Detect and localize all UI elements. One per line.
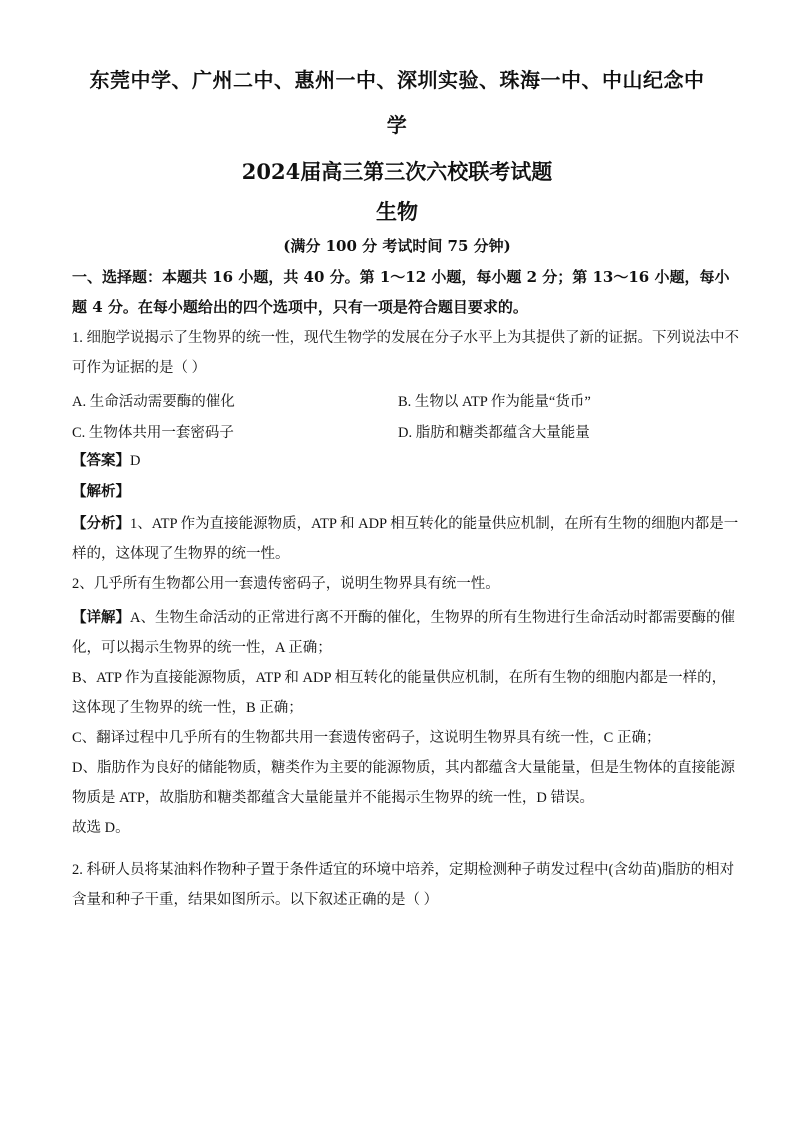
question-1-stem bbox=[72, 323, 739, 383]
fenxi-line2: 样的，这体现了生物界的统一性。 bbox=[72, 546, 290, 562]
detail-line1: 【详解】A、生物生命活动的正常进行离不开酶的催化，生物界的所有生物进行生命活动时都需要酶的催 bbox=[72, 610, 735, 626]
question-1-answer bbox=[72, 446, 724, 476]
answer-value: D bbox=[130, 453, 141, 469]
question-2-stem-line2: 含量和种子干重，结果如图所示。以下叙述正确的是（ ） bbox=[72, 892, 439, 908]
question-1-fenxi bbox=[72, 509, 739, 599]
exam-meta: (满分 100 分 考试时间 75 分钟) bbox=[283, 237, 511, 255]
question-2-stem-line1: 2. 科研人员将某油料作物种子置于条件适宜的环境中培养，定期检测种子萌发过程中(含幼苗)脂肪的相对 bbox=[72, 862, 735, 878]
fenxi-tag: 【分析】 bbox=[72, 516, 130, 532]
answer-tag: 【答案】 bbox=[72, 453, 130, 469]
question-2-stem bbox=[72, 855, 735, 915]
section-instructions bbox=[72, 262, 730, 322]
detail-line5: C、翻译过程中几乎所有的生物都共用一套遗传密码子，这说明生物界具有统一性，C 正确； bbox=[72, 730, 661, 746]
conclusion: 故选 D。 bbox=[72, 820, 130, 836]
detail-line4: 这体现了生物界的统一性，B 正确； bbox=[72, 700, 303, 716]
fenxi-line3: 2、几乎所有生物都公用一套遗传密码子，说明生物界具有统一性。 bbox=[72, 576, 500, 592]
school-names-line2: 学 bbox=[386, 113, 408, 137]
question-1-detail bbox=[72, 603, 735, 843]
detail-line2: 化，可以揭示生物界的统一性，A 正确； bbox=[72, 640, 332, 656]
question-1-option-a: A. 生命活动需要酶的催化 bbox=[72, 394, 235, 410]
section-instructions-line1: 一、选择题：本题共 16 小题，共 40 分。第 1～12 小题，每小题 2 分；第 13～16 小题，每小 bbox=[72, 268, 730, 286]
question-1-option-c: C. 生物体共用一套密码子 bbox=[72, 425, 234, 441]
detail-line6: D、脂肪作为良好的储能物质，糖类作为主要的能源物质，其内都蕴含大量能量，但是生物体的直接能源 bbox=[72, 760, 735, 776]
detail-line3: B、ATP 作为直接能源物质，ATP 和 ADP 相互转化的能量供应机制，在所有生物的细胞内都是一样的， bbox=[72, 670, 727, 686]
subject-title: 生物 bbox=[376, 199, 418, 224]
question-1-stem-line2: 可作为证据的是（ ） bbox=[72, 360, 207, 376]
analysis-tag: 【解析】 bbox=[72, 484, 130, 500]
detail-tag: 【详解】 bbox=[72, 610, 130, 626]
question-1-option-d: D. 脂肪和糖类都蕴含大量能量 bbox=[398, 425, 590, 441]
question-1-option-b: B. 生物以 ATP 作为能量“货币” bbox=[398, 394, 591, 410]
section-instructions-line2: 题 4 分。在每小题给出的四个选项中，只有一项是符合题目要求的。 bbox=[72, 298, 528, 316]
fenxi-line1: 【分析】1、ATP 作为直接能源物质，ATP 和 ADP 相互转化的能量供应机制，在所有生物的细胞内都是一 bbox=[72, 516, 739, 532]
detail-line7: 物质是 ATP，故脂肪和糖类都蕴含大量能量并不能揭示生物界的统一性，D 错误。 bbox=[72, 790, 595, 806]
school-names-line1: 东莞中学、广州二中、惠州一中、深圳实验、珠海一中、中山纪念中 bbox=[89, 68, 705, 92]
exam-title: 2024届高三第三次六校联考试题 bbox=[241, 159, 553, 184]
question-1-stem-line1: 1. 细胞学说揭示了生物界的统一性，现代生物学的发展在分子水平上为其提供了新的证据。下列说法中不 bbox=[72, 330, 739, 346]
